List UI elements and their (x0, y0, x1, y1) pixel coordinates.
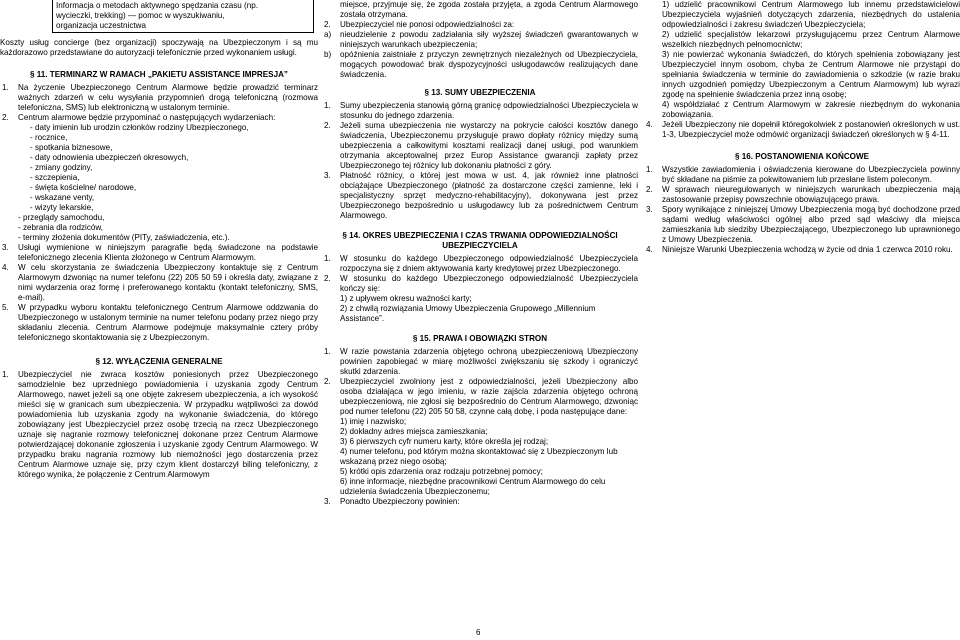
sub-item: 3) nie powierzać wykonania świadczeń, do których spełnienia zobowiązany jest Ubezpieczyciel innym osobom, chyba że Centrum Alarmowe nie przystąpi do spełniania świadczenia w terminie do zawiadomienia o szkodzie (w razie braku innych uzgodnień pomiędzy Ubezpieczonym a Centrum Alarmowym) lub wyrazi zgodę na spełnienie świadczenia przez inną osobę; (662, 50, 960, 99)
item-text: W stosunku do każdego Ubezpieczonego odpowiedzialność Ubezpieczyciela kończy się: (340, 274, 638, 293)
sub-item: 2) udzielić specjalistów lekarzowi przysługującemu przez Centrum Alarmowe wszelkich niezbędnych pełnomocnictw; (662, 30, 960, 49)
list-item: 2. W sprawach nieuregulowanych w niniejszych warunkach ubezpieczenia mają zastosowanie przepisy powszechnie obowiązującego prawa. (646, 185, 960, 204)
section-heading-16: § 16. POSTANOWIENIA KOŃCOWE (734, 152, 869, 161)
sub-item: 2) z chwilą rozwiązania Umowy Ubezpieczenia Grupowego „Millennium Assistance”. (340, 304, 596, 323)
item-text: Płatność różnicy, o której jest mowa w ust. 4, jak również inne płatności obciążające Ubezpieczonego (płatność za dostarczone części zamienne, leki i specjalistyczny sprzęt medyczno-rehabilitacyjny), dokonywana jest przez Ubezpieczonego bezpośrednio u usługodawcy lub za pośrednictwem Centrum Alarmowego. (340, 171, 638, 220)
list-item: 4. Niniejsze Warunki Ubezpieczenia wchodzą w życie od dnia 1 czerwca 2010 roku. (646, 245, 953, 254)
list-item: 4. Jeżeli Ubezpieczony nie dopełnił któregokolwiek z postanowień określonych w ust. 1-3, Ubezpieczyciel może odmówić organizacji świadczeń określonych w § 4-11. (646, 120, 960, 139)
list-item: 3. Spory wynikające z niniejszej Umowy Ubezpieczenia mogą być dochodzone przed sądami według właściwości ogólnej albo przed sąd właściwy dla miejsca zamieszkania lub siedziby Ubezpieczającego, Ubezpieczonego lub uprawnionego z Umowy Ubezpieczenia. (646, 205, 960, 244)
dash-item: - przeglądy samochodu, (18, 213, 105, 222)
dash-item: - wskazane venty, (30, 193, 95, 202)
dash-item: - święta kościelne/ narodowe, (30, 183, 137, 192)
item-text: Centrum alarmowe będzie przypominać o następujących wydarzeniach: (18, 113, 276, 122)
item-text: W celu skorzystania ze świadczenia Ubezpieczony kontaktuje się z Centrum Alarmowym dzwoniąc na numer telefonu (22) 205 50 59 i określa daty, związane z nimi wydarzenia oraz formę i preferowanego kontaktu (kontakt telefoniczny, SMS, e-mail). (18, 263, 318, 302)
item-text: Ubezpieczyciel zwolniony jest z odpowiedzialności, jeżeli Ubezpieczony albo osoba działająca w jego imieniu, w razie zajścia zdarzenia objętego ochroną ubezpieczeniową, nie zgłosi się bezpośrednio do Centrum Alarmowego, dzwoniąc pod numer telefonu (22) 205 50 58, czynne całą dobę, i poda następujące dane: (340, 377, 638, 416)
dash-item: - wizyty lekarskie, (30, 203, 94, 212)
box-line: organizacja uczestnictwa (56, 21, 146, 30)
item-text: Ubezpieczyciel nie ponosi odpowiedzialności za: (340, 20, 515, 29)
dash-item: - spotkania biznesowe, (30, 143, 113, 152)
list-item: 1. W stosunku do każdego Ubezpieczonego odpowiedzialność Ubezpieczyciela rozpoczyna się z dniem aktywowania karty kredytowej przez Ubezpieczonego. (324, 254, 638, 273)
list-item: 4. W celu skorzystania ze świadczenia Ubezpieczony kontaktuje się z Centrum Alarmowym dzwoniąc na numer telefonu (22) 205 50 59 i określa daty, związane z nimi wydarzenia oraz formę i preferowanego kontaktu (kontakt telefoniczny, SMS, e-mail). (2, 263, 318, 302)
list-item: 3. Ponadto Ubezpieczony powinien: (324, 497, 460, 506)
column-right (644, 0, 960, 640)
item-text: Spory wynikające z niniejszej Umowy Ubezpieczenia mogą być dochodzone przed sądami według właściwości ogólnej albo przed sąd właściwy dla miejsca zamieszkania lub siedziby Ubezpieczającego, Ubezpieczonego lub uprawnionego z Umowy Ubezpieczenia. (662, 205, 960, 244)
sub-item: b) opóźnienia zaistniałe z przyczyn zewnętrznych niezależnych od Ubezpieczyciela, mogących powodować brak dyspozycyjności usługodawców realizujących dane świadczenia. (324, 50, 638, 79)
list-item: 1. Na życzenie Ubezpieczonego Centrum Alarmowe będzie prowadzić terminarz ważnych zdarzeń w celu wysyłania przypomnień drogą telefoniczną (rozmowa telefoniczna, SMS) lub elektroniczną w ustalonym terminie. (2, 83, 318, 112)
dash-item: - terminy złożenia dokumentów (PITy, zaświadczenia, etc.). (18, 233, 230, 242)
section-heading-14: § 14. OKRES UBEZPIECZENIA I CZAS TRWANIA ODPOWIEDZIALNOŚCI UBEZPIECZYCIELA (342, 231, 618, 250)
dash-item: - rocznice, (30, 133, 68, 142)
list-item: 2. Jeżeli suma ubezpieczenia nie wystarczy na pokrycie całości kosztów danego świadczenia, Ubezpieczonemu przysługuje prawo dopłaty różnicy między sumą ubezpieczenia a całkowitymi kosztami realizacji danej usługi, pod warunkiem otrzymania akceptowalnej przez Europ Assistance gwarancji zapłaty przez Ubezpieczonego tej różnicy lub dokonaniu płatności z góry. (324, 121, 638, 170)
sub-item: 1) imię i nazwisko; (340, 417, 407, 426)
item-text: Na życzenie Ubezpieczonego Centrum Alarmowe będzie prowadzić terminarz ważnych zdarzeń w celu wysyłania przypomnień drogą telefoniczną (rozmowa telefoniczna, SMS) lub elektroniczną w ustalonym terminie. (18, 83, 318, 112)
list-item: 1. Wszystkie zawiadomienia i oświadczenia kierowane do Ubezpieczyciela powinny być składane na piśmie za pokwitowaniem lub przesłane listem poleconym. (646, 165, 960, 184)
sub-item: 4) numer telefonu, pod którym można skontaktować się z Ubezpieczonym lub wskazaną przez niego osobą; (340, 447, 618, 466)
dash-item: - daty odnowienia ubezpieczeń okresowych, (30, 153, 189, 162)
sub-item: 1) udzielić pracownikowi Centrum Alarmowego lub innemu przedstawicielowi Ubezpieczyciela wyjaśnień dotyczących zdarzenia, niezbędnych do ustalenia odpowiedzialności i zakresu świadczeń Ubezpieczyciela; (662, 0, 960, 29)
sub-item: 1) z upływem okresu ważności karty; (340, 294, 472, 303)
sub-item: 2) dokładny adres miejsca zamieszkania; (340, 427, 488, 436)
list-item: 3. Usługi wymienione w niniejszym paragrafie będą świadczone na podstawie telefonicznego zlecenia Klienta złożonego w Centrum Alarmowym. (2, 243, 318, 262)
sub-item: a) nieudzielenie z powodu zadziałania siły wyższej świadczeń gwarantowanych w niniejszych warunkach ubezpieczenia; (324, 30, 638, 49)
list-item: 2. Ubezpieczyciel nie ponosi odpowiedzialności za: (324, 20, 515, 29)
item-text: Usługi wymienione w niniejszym paragrafie będą świadczone na podstawie telefonicznego zlecenia Klienta złożonego w Centrum Alarmowym. (18, 243, 318, 262)
sub-item: 4) współdziałać z Centrum Alarmowym w zakresie niezbędnym do wykonania zobowiązania. (662, 100, 960, 119)
list-item: 2. Ubezpieczyciel zwolniony jest z odpowiedzialności, jeżeli Ubezpieczony albo osoba działająca w jego imieniu, w razie zajścia zdarzenia objętego ochroną ubezpieczeniową, nie zgłosi się bezpośrednio do Centrum Alarmowego, dzwoniąc pod numer telefonu (22) 205 50 58, czynne całą dobę, i poda następujące dane: (324, 377, 638, 416)
item-text: nieudzielenie z powodu zadziałania siły wyższej świadczeń gwarantowanych w niniejszych warunkach ubezpieczenia; (340, 30, 638, 49)
list-item: 3. Płatność różnicy, o której jest mowa w ust. 4, jak również inne płatności obciążające Ubezpieczonego (płatność za dostarczone części zamienne, leki i specjalistyczny sprzęt medyczno-rehabilitacyjny), dokonywana jest przez Ubezpieczonego bezpośrednio u usługodawcy lub za pośrednictwem Centrum Alarmowego. (324, 171, 638, 220)
dash-item: - zebrania dla rodziców, (18, 223, 104, 232)
list-item: 2. Centrum alarmowe będzie przypominać o następujących wydarzeniach: (2, 113, 276, 122)
item-text: Jeżeli suma ubezpieczenia nie wystarczy na pokrycie całości kosztów danego świadczenia, Ubezpieczonemu przysługuje prawo dopłaty różnicy między sumą ubezpieczenia a całkowitymi kosztami realizacji danej usługi, pod warunkiem otrzymania akceptowalnej przez Europ Assistance gwarancji zapłaty przez Ubezpieczonego tej różnicy lub dokonaniu płatności z góry. (340, 121, 638, 170)
box-line: Informacja o metodach aktywnego spędzania czasu (np. (56, 1, 259, 10)
list-item: 1. Ubezpieczyciel nie zwraca kosztów poniesionych przez Ubezpieczonego samodzielnie bez uprzedniego powiadomienia i uzyskania zgody Centrum Alarmowego, nawet jeżeli są one objęte zakresem ubezpieczenia, a ich wysokość mieści się w granicach sum ubezpieczenia. W przypadku wątpliwości za dowód powiadomienia lub uzyskania zgody na wykonanie świadczenia, do którego zobowiązany jest Ubezpieczyciel przez osobę trzecią na rzecz Ubezpieczonego uznaje się nagranie rozmowy telefonicznej dokonane przez Centrum Alarmowe potwierdzającej dokonanie zgłoszenia i uzyskanie zgody Centrum Alarmowego. W przypadku braku nagrania rozmowy lub niemożności jego dostarczenia przez Centrum Alarmowe uznaje się, przy czym klient dostarczył biling telefoniczny, z którego wynika, że połączenie z Centrum Alarmowym (2, 370, 318, 479)
item-text: opóźnienia zaistniałe z przyczyn zewnętrznych niezależnych od Ubezpieczyciela, mogących powodować brak dyspozycyjności usługodawców realizujących dane świadczenia. (340, 50, 638, 79)
item-text: Ubezpieczyciel nie zwraca kosztów poniesionych przez Ubezpieczonego samodzielnie bez uprzedniego powiadomienia i uzyskania zgody Centrum Alarmowego, nawet jeżeli są one objęte zakresem ubezpieczenia, a ich wysokość mieści się w granicach sum ubezpieczenia. W przypadku wątpliwości za dowód powiadomienia lub uzyskania zgody na wykonanie świadczenia, do którego zobowiązany jest Ubezpieczyciel przez osobę trzecią na rzecz Ubezpieczonego uznaje się nagranie rozmowy telefonicznej dokonane przez Centrum Alarmowe potwierdzającej dokonanie zgłoszenia i uzyskanie zgody Centrum Alarmowego. W przypadku braku nagrania rozmowy lub niemożności jego dostarczenia przez Centrum Alarmowe uznaje się, przy czym klient dostarczył biling telefoniczny, z którego wynika, że połączenie z Centrum Alarmowym (18, 370, 318, 479)
table-cell-box (52, 0, 314, 33)
dash-item: - zmiany godziny, (30, 163, 93, 172)
item-text: W sprawach nieuregulowanych w niniejszych warunkach ubezpieczenia mają zastosowanie przepisy powszechnie obowiązującego prawa. (662, 185, 960, 204)
page-number: 6 (476, 628, 481, 637)
list-item: 2. W stosunku do każdego Ubezpieczonego odpowiedzialność Ubezpieczyciela kończy się: (324, 274, 638, 293)
column-left (0, 0, 318, 640)
dash-item: - daty imienin lub urodzin członków rodziny Ubezpieczonego, (30, 123, 249, 132)
section-heading-12: § 12. WYŁĄCZENIA GENERALNE (95, 357, 223, 366)
item-text: W przypadku wyboru kontaktu telefonicznego Centrum Alarmowe oddzwania do Ubezpieczonego w ustalonym terminie na numer telefonu podany przez niego przy składaniu zlecenia. Centrum Alarmowe podejmuje maksymalnie cztery próby telefonicznego skontaktowania się z Ubezpieczonym. (18, 303, 318, 342)
item-text: W stosunku do każdego Ubezpieczonego odpowiedzialność Ubezpieczyciela rozpoczyna się z dniem aktywowania karty kredytowej przez Ubezpieczonego. (340, 254, 638, 273)
intro-paragraph: Koszty usług concierge (bez organizacji) spoczywają na Ubezpieczonym i są mu każdorazowo przedstawiane do autoryzacji telefonicznie przed wykonaniem usługi. (0, 38, 318, 57)
sub-item: 6) inne informacje, niezbędne pracownikowi Centrum Alarmowego do celu udzielenia świadczenia Ubezpieczonemu; (340, 477, 606, 496)
item-text: Jeżeli Ubezpieczony nie dopełnił któregokolwiek z postanowień określonych w ust. 1-3, Ubezpieczyciel może odmówić organizacji świadczeń określonych w § 4-11. (662, 120, 960, 139)
item-text: W razie powstania zdarzenia objętego ochroną ubezpieczeniową Ubezpieczony powinien zapobiegać w miarę możliwości zwiększaniu się szkody i ograniczyć skutki zdarzenia. (340, 347, 638, 376)
list-item: 1. Sumy ubezpieczenia stanowią górną granicę odpowiedzialności Ubezpieczyciela w stosunku do jednego zdarzenia. (324, 101, 638, 120)
section-heading-11: § 11. TERMINARZ W RAMACH „PAKIETU ASSISTANCE IMPRESJA” (30, 70, 288, 79)
item-text: Ponadto Ubezpieczony powinien: (340, 497, 460, 506)
section-heading-15: § 15. PRAWA I OBOWIĄZKI STRON (412, 334, 548, 343)
sub-item: 3) 6 pierwszych cyfr numeru karty, które określa jej rodzaj; (340, 437, 549, 446)
item-text: Wszystkie zawiadomienia i oświadczenia kierowane do Ubezpieczyciela powinny być składane na piśmie za pokwitowaniem lub przesłane listem poleconym. (662, 165, 960, 184)
item-text: Sumy ubezpieczenia stanowią górną granicę odpowiedzialności Ubezpieczyciela w stosunku do jednego zdarzenia. (340, 101, 638, 120)
item-text: Niniejsze Warunki Ubezpieczenia wchodzą w życie od dnia 1 czerwca 2010 roku. (662, 245, 953, 254)
list-item: 1. W razie powstania zdarzenia objętego ochroną ubezpieczeniową Ubezpieczony powinien zapobiegać w miarę możliwości zwiększaniu się szkody i ograniczyć skutki zdarzenia. (324, 347, 638, 376)
box-line: wycieczki, trekking) — pomoc w wyszukiwaniu, (56, 11, 225, 20)
list-item: 5. W przypadku wyboru kontaktu telefonicznego Centrum Alarmowe oddzwania do Ubezpieczonego w ustalonym terminie na numer telefonu podany przez niego przy składaniu zlecenia. Centrum Alarmowe podejmuje maksymalnie cztery próby telefonicznego skontaktowania się z Ubezpieczonym. (2, 303, 318, 342)
sub-item: 5) krótki opis zdarzenia oraz rodzaju potrzebnej pomocy; (340, 467, 543, 476)
section-heading-13: § 13. SUMY UBEZPIECZENIA (424, 88, 536, 97)
continuation-paragraph: miejsce, przyjmuje się, że zgoda została przyjęta, a zgoda Centrum Alarmowego została otrzymana. (340, 0, 638, 19)
column-middle (322, 0, 638, 640)
dash-item: - szczepienia, (30, 173, 80, 182)
